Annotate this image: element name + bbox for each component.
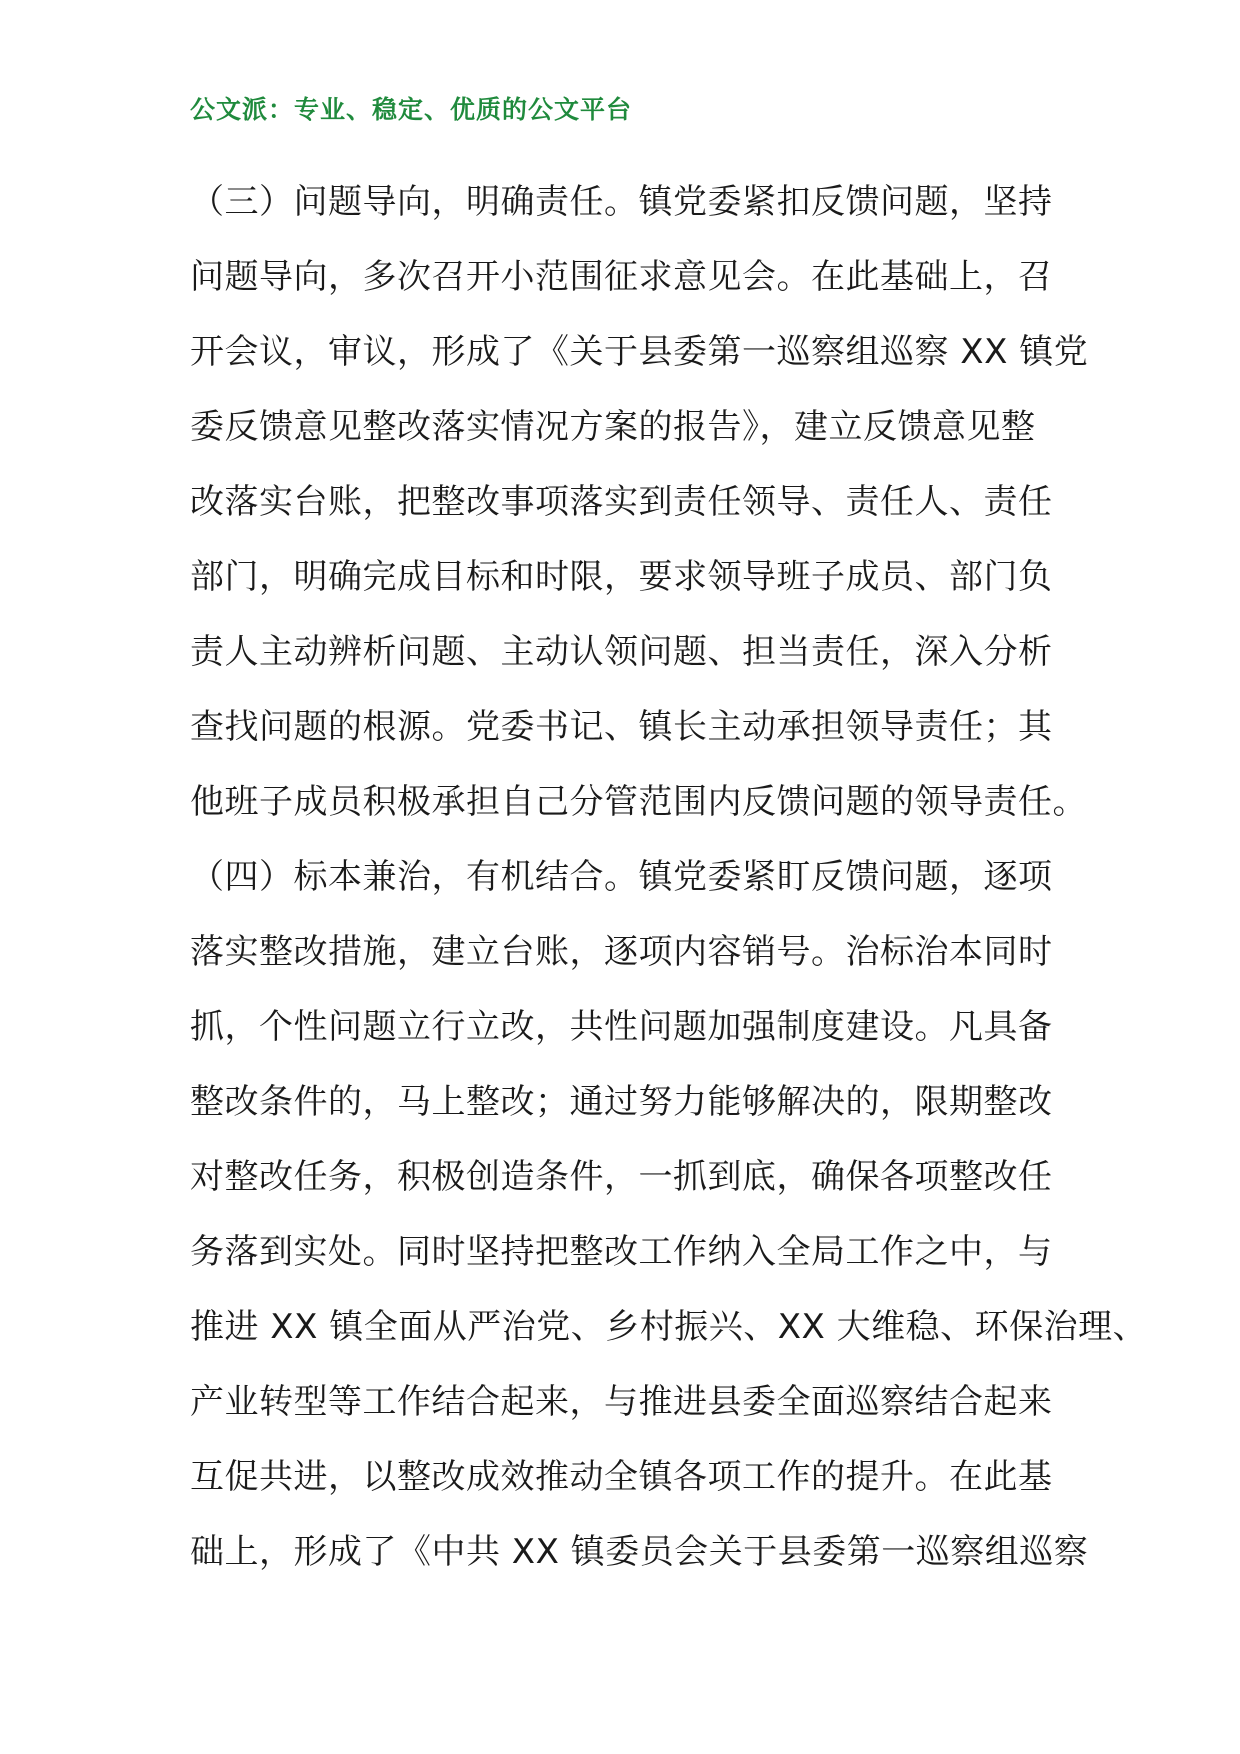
text-line: 开会议，审议，形成了《关于县委第一巡察组巡察 XX 镇党 <box>190 332 1089 372</box>
text-line: 委反馈意见整改落实情况方案的报告》，建立反馈意见整 <box>190 407 1036 447</box>
text-line: 互促共进，以整改成效推动全镇各项工作的提升。在此基 <box>190 1457 1053 1497</box>
text-line: 对整改任务，积极创造条件，一抓到底，确保各项整改任 <box>190 1157 1053 1197</box>
text-line: 落实整改措施，建立台账，逐项内容销号。治标治本同时 <box>190 932 1053 972</box>
text-line: 问题导向，多次召开小范围征求意见会。在此基础上，召 <box>190 257 1053 297</box>
text-line: 部门，明确完成目标和时限，要求领导班子成员、部门负 <box>190 557 1053 597</box>
site-header: 公文派：专业、稳定、优质的公文平台 <box>190 95 633 124</box>
text-line: （四）标本兼治，有机结合。镇党委紧盯反馈问题，逐项 <box>190 857 1053 897</box>
text-line: 查找问题的根源。党委书记、镇长主动承担领导责任；其 <box>190 707 1053 747</box>
text-line: 推进 XX 镇全面从严治党、乡村振兴、XX 大维稳、环保治理、 <box>190 1307 1148 1347</box>
text-line: 务落到实处。同时坚持把整改工作纳入全局工作之中，与 <box>190 1232 1053 1272</box>
text-line: 抓，个性问题立行立改，共性问题加强制度建设。凡具备 <box>190 1007 1053 1047</box>
text-line: （三）问题导向，明确责任。镇党委紧扣反馈问题，坚持 <box>190 182 1053 222</box>
text-line: 责人主动辨析问题、主动认领问题、担当责任，深入分析 <box>190 632 1053 672</box>
text-line: 础上，形成了《中共 XX 镇委员会关于县委第一巡察组巡察 <box>190 1532 1089 1572</box>
text-line: 他班子成员积极承担自己分管范围内反馈问题的领导责任。 <box>190 782 1087 822</box>
text-line: 产业转型等工作结合起来，与推进县委全面巡察结合起来 <box>190 1382 1053 1422</box>
text-line: 改落实台账，把整改事项落实到责任领导、责任人、责任 <box>190 482 1053 522</box>
document-body <box>190 165 1190 1590</box>
text-line: 整改条件的，马上整改；通过努力能够解决的，限期整改 <box>190 1082 1053 1122</box>
